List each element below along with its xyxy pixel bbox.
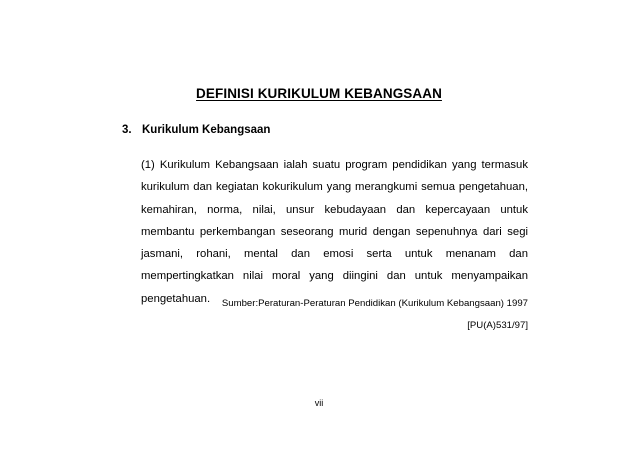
definition-paragraph: (1) Kurikulum Kebangsaan ialah suatu program pendidikan yang termasuk kurikulum dan kegiatan kokurikulum yang merangkumi semua pengetahuan, kemahiran, norma, nilai, unsur kebudayaan dan kepercayaan untuk membantu perkembangan seseorang murid dengan sepenuhnya dari segi jasmani, rohani, mental dan emosi serta untuk menanam dan mempertingkatkan nilai moral yang diingini dan untuk menyampaikan pengetahuan. xyxy=(141,159,528,305)
section-number: 3. xyxy=(122,124,132,136)
page-number: vii xyxy=(314,398,324,408)
section-heading xyxy=(122,124,270,136)
page-title: DEFINISI KURIKULUM KEBANGSAAN xyxy=(196,86,442,101)
source-reference: [PU(A)531/97] xyxy=(467,320,528,331)
source-citation: Sumber:Peraturan-Peraturan Pendidikan (Kurikulum Kebangsaan) 1997 xyxy=(221,298,528,309)
section-title: Kurikulum Kebangsaan xyxy=(142,124,271,136)
